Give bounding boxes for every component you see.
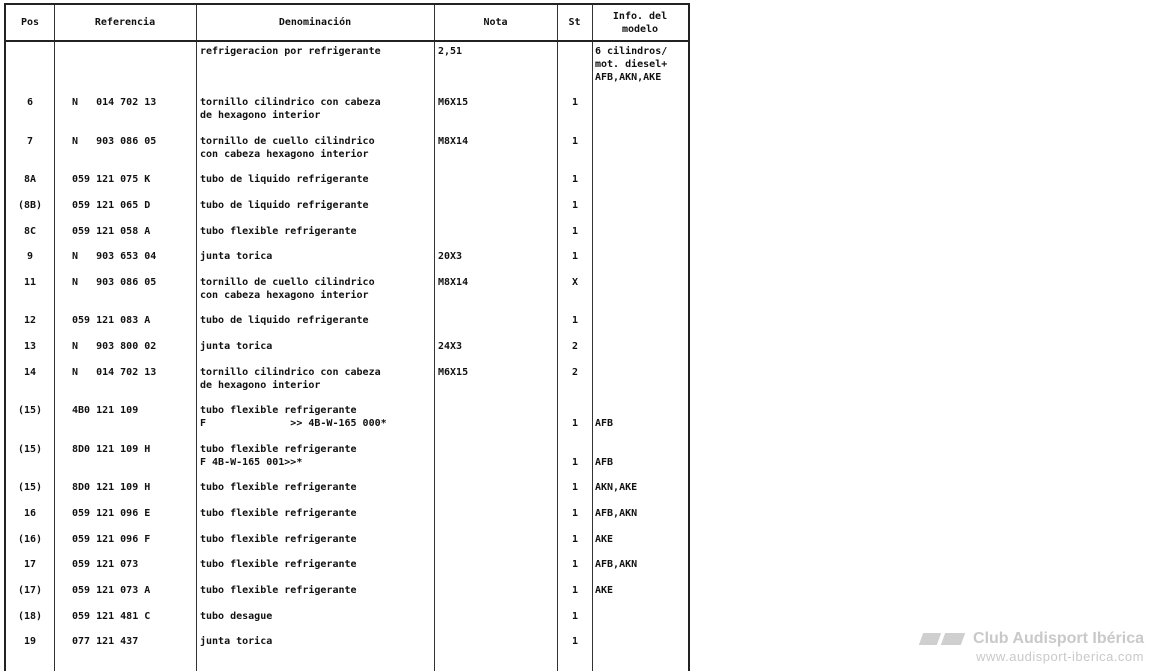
referencia-cell: N 903 086 05 — [72, 277, 157, 288]
denominacion-cell: tornillo cilindrico con cabeza de hexagono interior — [200, 367, 381, 391]
denominacion-cell: tornillo de cuello cilindrico con cabeza hexagono interior — [200, 277, 375, 301]
st-cell: X — [571, 277, 579, 288]
column-divider — [54, 5, 55, 671]
st-cell: 1 — [571, 457, 579, 468]
header-info-modelo: Info. del modelo — [612, 10, 668, 35]
watermark-url: www.audisport-iberica.com — [976, 649, 1144, 664]
header-nota: Nota — [483, 17, 508, 28]
denominacion-cell: tubo flexible refrigerante — [200, 534, 357, 545]
st-cell: 1 — [571, 418, 579, 429]
st-cell: 1 — [571, 482, 579, 493]
referencia-cell: 059 121 058 A — [72, 226, 151, 237]
referencia-cell: N 014 702 13 — [72, 97, 157, 108]
referencia-cell: N 014 702 13 — [72, 367, 157, 378]
referencia-cell: 059 121 096 F — [72, 534, 151, 545]
nota-cell: M6X15 — [438, 97, 469, 108]
pos-cell: 11 — [23, 277, 37, 288]
header-st: St — [568, 17, 581, 28]
pos-cell: 13 — [23, 341, 37, 352]
pos-cell: 16 — [23, 508, 37, 519]
st-cell: 1 — [571, 585, 579, 596]
denominacion-cell: tornillo cilindrico con cabeza de hexagono interior — [200, 97, 381, 121]
referencia-cell: 8D0 121 109 H — [72, 444, 151, 455]
referencia-cell: 059 121 073 A — [72, 585, 151, 596]
header-referencia: Referencia — [94, 17, 156, 28]
header-divider — [6, 40, 688, 42]
denominacion-cell: junta torica — [200, 341, 273, 352]
referencia-cell: 059 121 073 — [72, 559, 139, 570]
st-cell: 1 — [571, 97, 579, 108]
pos-cell: 8C — [23, 226, 37, 237]
st-cell: 1 — [571, 508, 579, 519]
column-divider — [592, 5, 593, 671]
info-cell: AKE — [595, 585, 614, 596]
info-cell: AFB,AKN — [595, 508, 638, 519]
club-logo-icon — [919, 631, 967, 647]
st-cell: 1 — [571, 534, 579, 545]
denominacion-cell: junta torica — [200, 251, 273, 262]
denominacion-cell: tornillo de cuello cilindrico con cabeza hexagono interior — [200, 136, 375, 160]
denominacion-cell: tubo flexible refrigerante — [200, 508, 357, 519]
st-cell: 1 — [571, 636, 579, 647]
denominacion-cell: junta torica — [200, 636, 273, 647]
nota-cell: M8X14 — [438, 136, 469, 147]
column-divider — [434, 5, 435, 671]
info-cell: AFB — [595, 418, 614, 429]
st-cell: 1 — [571, 136, 579, 147]
column-divider — [196, 5, 197, 671]
pos-cell: (15) — [17, 482, 43, 493]
st-cell: 1 — [571, 315, 579, 326]
parts-table — [4, 3, 690, 671]
denominacion-cell: tubo flexible refrigerante F 4B-W-165 001>>* — [200, 444, 357, 468]
denominacion-cell: tubo flexible refrigerante — [200, 559, 357, 570]
pos-cell: (18) — [17, 611, 43, 622]
st-cell: 1 — [571, 611, 579, 622]
pos-cell: 12 — [23, 315, 37, 326]
pos-cell: 17 — [23, 559, 37, 570]
denominacion-cell: tubo desague — [200, 611, 273, 622]
pos-cell: (15) — [17, 405, 43, 416]
denominacion-cell: tubo flexible refrigerante F >> 4B-W-165 000* — [200, 405, 387, 429]
denominacion-cell: refrigeracion por refrigerante — [200, 46, 381, 57]
st-cell: 1 — [571, 174, 579, 185]
watermark-title: Club Audisport Ibérica — [973, 630, 1144, 647]
referencia-cell: 8D0 121 109 H — [72, 482, 151, 493]
denominacion-cell: tubo flexible refrigerante — [200, 226, 357, 237]
denominacion-cell: tubo de liquido refrigerante — [200, 174, 369, 185]
referencia-cell: N 903 086 05 — [72, 136, 157, 147]
pos-cell: 14 — [23, 367, 37, 378]
info-cell: AFB — [595, 457, 614, 468]
referencia-cell: 059 121 083 A — [72, 315, 151, 326]
info-cell: AKE — [595, 534, 614, 545]
pos-cell: (8B) — [17, 200, 43, 211]
header-denominacion: Denominación — [278, 17, 352, 28]
st-cell: 2 — [571, 367, 579, 378]
referencia-cell: 059 121 096 E — [72, 508, 151, 519]
info-cell: AKN,AKE — [595, 482, 638, 493]
watermark — [884, 630, 1144, 664]
referencia-cell: 059 121 075 K — [72, 174, 151, 185]
denominacion-cell: tubo de liquido refrigerante — [200, 200, 369, 211]
nota-cell: 24X3 — [438, 341, 463, 352]
pos-cell: 9 — [26, 251, 34, 262]
referencia-cell: N 903 653 04 — [72, 251, 157, 262]
denominacion-cell: tubo flexible refrigerante — [200, 585, 357, 596]
st-cell: 2 — [571, 341, 579, 352]
nota-cell: 2,51 — [438, 46, 463, 57]
referencia-cell: 059 121 481 C — [72, 611, 151, 622]
pos-cell: 6 — [26, 97, 34, 108]
st-cell: 1 — [571, 559, 579, 570]
nota-cell: M6X15 — [438, 367, 469, 378]
header-pos: Pos — [20, 17, 40, 28]
referencia-cell: 4B0 121 109 — [72, 405, 139, 416]
referencia-cell: N 903 800 02 — [72, 341, 157, 352]
pos-cell: (16) — [17, 534, 43, 545]
nota-cell: 20X3 — [438, 251, 463, 262]
pos-cell: (17) — [17, 585, 43, 596]
pos-cell: 19 — [23, 636, 37, 647]
st-cell: 1 — [571, 251, 579, 262]
referencia-cell: 077 121 437 — [72, 636, 139, 647]
pos-cell: 7 — [26, 136, 34, 147]
info-cell: AFB,AKN — [595, 559, 638, 570]
referencia-cell: 059 121 065 D — [72, 200, 151, 211]
nota-cell: M8X14 — [438, 277, 469, 288]
info-cell: 6 cilindros/ mot. diesel+ AFB,AKN,AKE — [595, 46, 668, 83]
denominacion-cell: tubo de liquido refrigerante — [200, 315, 369, 326]
denominacion-cell: tubo flexible refrigerante — [200, 482, 357, 493]
pos-cell: (15) — [17, 444, 43, 455]
st-cell: 1 — [571, 226, 579, 237]
st-cell: 1 — [571, 200, 579, 211]
pos-cell: 8A — [23, 174, 37, 185]
